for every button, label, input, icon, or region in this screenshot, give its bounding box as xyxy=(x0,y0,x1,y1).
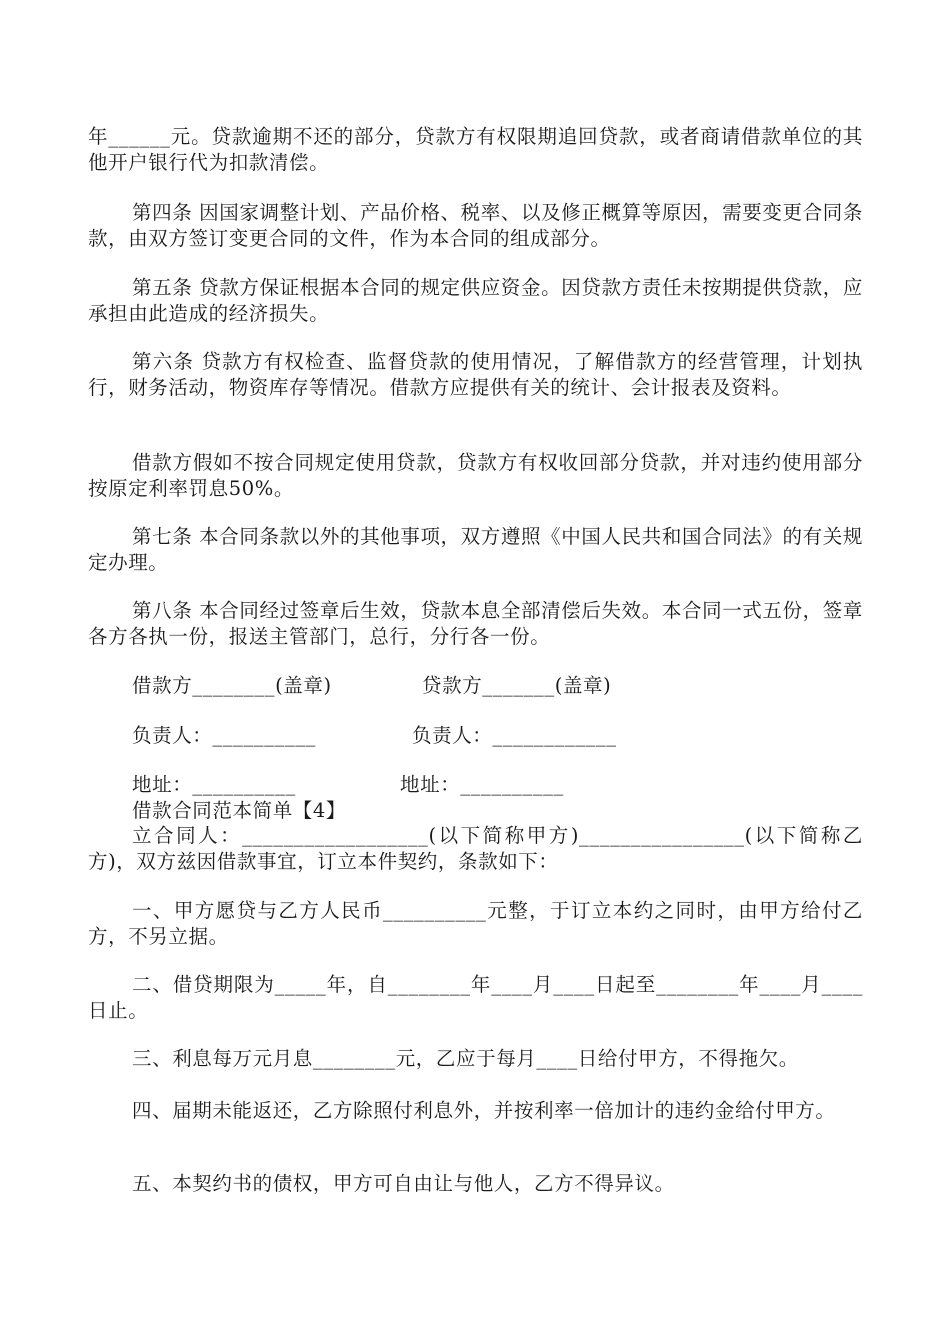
paragraph-penalty: 借款方假如不按合同规定使用贷款，贷款方有权收回部分贷款，并对违约使用部分按原定利率罚息50%。 xyxy=(88,451,863,500)
lender-address-line: 地址：__________ xyxy=(400,773,564,796)
borrower-address-line: 地址：__________ xyxy=(132,773,296,796)
paragraph-term-two: 二、借贷期限为_____年，自________年____月____日起至________年____月____日止。 xyxy=(88,973,863,1022)
paragraph-clause-six: 第六条 贷款方有权检查、监督贷款的使用情况，了解借款方的经营管理，计划执行，财务活动，物资库存等情况。借款方应提供有关的统计、会计报表及资料。 xyxy=(88,350,863,399)
lender-signature-line: 贷款方_______(盖章) xyxy=(422,674,612,697)
lender-leader-line: 负责人：____________ xyxy=(412,724,617,747)
paragraph-contract-intro: 立合同人：__________________(以下简称甲方)________________(以下简称乙方)，双方兹因借款事宜，订立本件契约，条款如下： xyxy=(88,824,863,873)
section-title: 借款合同范本简单【4】 xyxy=(132,799,347,822)
paragraph-term-one: 一、甲方愿贷与乙方人民币__________元整，于订立本约之同时，由甲方给付乙方，不另立据。 xyxy=(88,899,863,948)
paragraph-clause-eight: 第八条 本合同经过签章后生效，贷款本息全部清偿后失效。本合同一式五份，签章各方各执一份，报送主管部门，总行，分行各一份。 xyxy=(88,599,863,648)
borrower-signature-line: 借款方________(盖章) xyxy=(132,674,332,697)
paragraph-term-four: 四、届期未能返还，乙方除照付利息外，并按利率一倍加计的违约金给付甲方。 xyxy=(132,1099,836,1122)
paragraph-term-three: 三、利息每万元月息________元，乙应于每月____日给付甲方，不得拖欠。 xyxy=(132,1047,799,1070)
paragraph-clause-four: 第四条 因国家调整计划、产品价格、税率、以及修正概算等原因，需要变更合同条款，由双方签订变更合同的文件，作为本合同的组成部分。 xyxy=(88,201,863,250)
paragraph-clause-three-tail: 年______元。贷款逾期不还的部分，贷款方有权限期追回贷款，或者商请借款单位的其他开户银行代为扣款清偿。 xyxy=(88,125,863,174)
paragraph-clause-five: 第五条 贷款方保证根据本合同的规定供应资金。因贷款方责任未按期提供贷款，应承担由此造成的经济损失。 xyxy=(88,276,863,325)
paragraph-term-five: 五、本契约书的债权，甲方可自由让与他人，乙方不得异议。 xyxy=(132,1172,675,1195)
paragraph-clause-seven: 第七条 本合同条款以外的其他事项，双方遵照《中国人民共和国合同法》的有关规定办理。 xyxy=(88,525,863,574)
borrower-leader-line: 负责人：__________ xyxy=(132,724,316,747)
